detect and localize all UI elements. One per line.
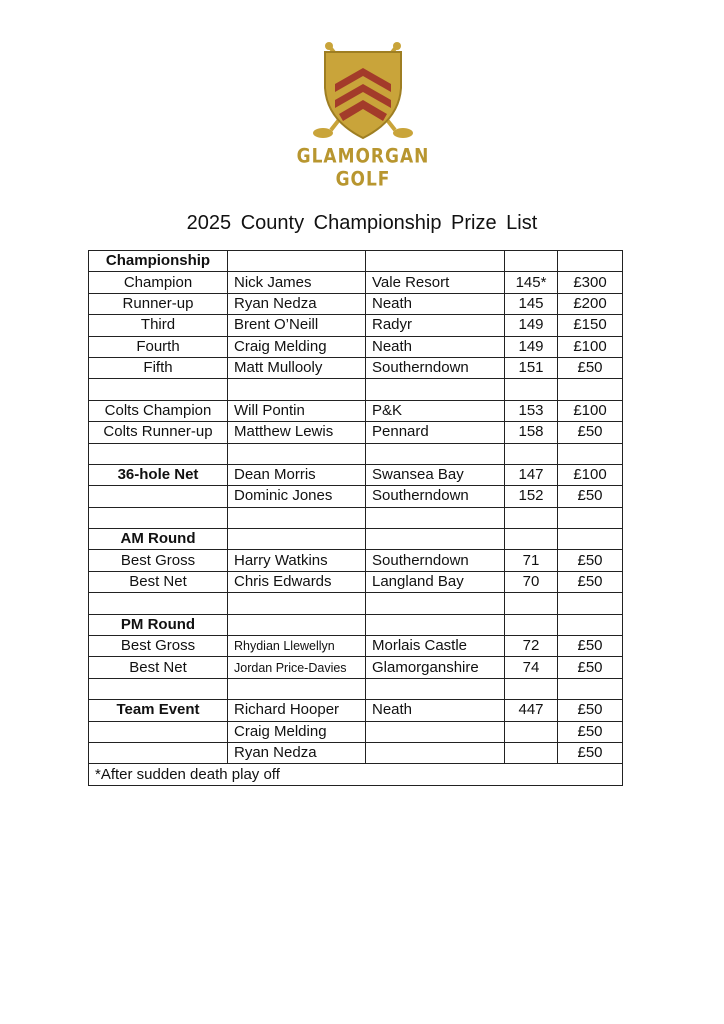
table-row: [89, 293, 623, 314]
cell-player: [228, 443, 366, 464]
cell-club: Vale Resort: [366, 272, 505, 293]
cell-score: [505, 721, 558, 742]
cell-category: [89, 742, 228, 763]
table-row: [89, 571, 623, 592]
table-row: [89, 379, 623, 400]
table-row: [89, 443, 623, 464]
table-row: [89, 336, 623, 357]
cell-category: [89, 443, 228, 464]
cell-score: [505, 678, 558, 699]
cell-category: [89, 678, 228, 699]
cell-player: [228, 614, 366, 635]
cell-player: Chris Edwards: [228, 571, 366, 592]
cell-club: [366, 251, 505, 272]
cell-score: 152: [505, 486, 558, 507]
cell-score: [505, 251, 558, 272]
table-row: [89, 272, 623, 293]
cell-prize: £200: [558, 293, 623, 314]
cell-club: [366, 507, 505, 528]
cell-club: [366, 379, 505, 400]
cell-club: Langland Bay: [366, 571, 505, 592]
table-row: [89, 636, 623, 657]
prize-table: [88, 250, 623, 786]
cell-category: [89, 593, 228, 614]
table-row: [89, 614, 623, 635]
table-row: [89, 657, 623, 678]
cell-prize: £50: [558, 700, 623, 721]
table-row: [89, 678, 623, 699]
cell-category: Champion: [89, 272, 228, 293]
cell-score: 72: [505, 636, 558, 657]
cell-player: [228, 251, 366, 272]
cell-club: Neath: [366, 336, 505, 357]
cell-prize: [558, 529, 623, 550]
cell-club: Swansea Bay: [366, 464, 505, 485]
cell-player: [228, 593, 366, 614]
table-row: [89, 464, 623, 485]
cell-score: [505, 443, 558, 464]
logo-wordmark: GLAMORGAN GOLF: [296, 145, 430, 191]
cell-prize: [558, 614, 623, 635]
cell-player: Rhydian Llewellyn: [228, 636, 366, 657]
cell-category: Runner-up: [89, 293, 228, 314]
cell-score: 158: [505, 422, 558, 443]
cell-prize: [558, 507, 623, 528]
table-row: [89, 550, 623, 571]
cell-prize: £300: [558, 272, 623, 293]
cell-prize: £50: [558, 721, 623, 742]
cell-prize: £50: [558, 742, 623, 763]
cell-club: [366, 529, 505, 550]
cell-club: [366, 742, 505, 763]
cell-prize: £100: [558, 400, 623, 421]
table-row: [89, 357, 623, 378]
cell-category: [89, 507, 228, 528]
cell-club: [366, 721, 505, 742]
table-row: [89, 486, 623, 507]
table-row: [89, 422, 623, 443]
cell-prize: £150: [558, 315, 623, 336]
cell-category: Third: [89, 315, 228, 336]
cell-score: 149: [505, 315, 558, 336]
cell-category: [89, 379, 228, 400]
cell-club: Southerndown: [366, 550, 505, 571]
cell-club: Neath: [366, 700, 505, 721]
cell-prize: £100: [558, 336, 623, 357]
cell-category: Colts Champion: [89, 400, 228, 421]
cell-score: [505, 593, 558, 614]
cell-category: Best Gross: [89, 550, 228, 571]
cell-category: Championship: [89, 251, 228, 272]
cell-category: Best Net: [89, 571, 228, 592]
cell-category: Best Gross: [89, 636, 228, 657]
cell-player: Will Pontin: [228, 400, 366, 421]
table-row: [89, 251, 623, 272]
cell-player: Dean Morris: [228, 464, 366, 485]
cell-player: [228, 678, 366, 699]
cell-club: Radyr: [366, 315, 505, 336]
cell-prize: £50: [558, 486, 623, 507]
cell-prize: [558, 678, 623, 699]
cell-player: Nick James: [228, 272, 366, 293]
shield-crest-icon: [311, 38, 415, 146]
cell-player: Ryan Nedza: [228, 742, 366, 763]
cell-club: [366, 614, 505, 635]
cell-club: Pennard: [366, 422, 505, 443]
cell-club: P&K: [366, 400, 505, 421]
table-row: [89, 315, 623, 336]
table-row: [89, 742, 623, 763]
cell-score: [505, 529, 558, 550]
table-row: [89, 400, 623, 421]
table-row: [89, 700, 623, 721]
cell-player: [228, 507, 366, 528]
cell-player: Richard Hooper: [228, 700, 366, 721]
cell-score: 145: [505, 293, 558, 314]
table-row: [89, 507, 623, 528]
cell-club: Southerndown: [366, 357, 505, 378]
cell-category: 36-hole Net: [89, 464, 228, 485]
cell-player: Craig Melding: [228, 336, 366, 357]
cell-prize: [558, 443, 623, 464]
cell-category: Colts Runner-up: [89, 422, 228, 443]
cell-prize: £100: [558, 464, 623, 485]
cell-score: 145*: [505, 272, 558, 293]
cell-player: Brent O’Neill: [228, 315, 366, 336]
glamorgan-golf-logo: [283, 38, 443, 191]
cell-club: Morlais Castle: [366, 636, 505, 657]
cell-score: [505, 507, 558, 528]
table-row: [89, 721, 623, 742]
table-row: [89, 593, 623, 614]
cell-club: [366, 443, 505, 464]
cell-category: [89, 721, 228, 742]
cell-prize: [558, 251, 623, 272]
cell-score: [505, 379, 558, 400]
page-title: 2025 County Championship Prize List: [186, 212, 538, 234]
cell-prize: [558, 593, 623, 614]
cell-player: Dominic Jones: [228, 486, 366, 507]
cell-club: [366, 593, 505, 614]
cell-category: Fourth: [89, 336, 228, 357]
cell-score: 447: [505, 700, 558, 721]
cell-score: 70: [505, 571, 558, 592]
cell-club: Glamorganshire: [366, 657, 505, 678]
cell-prize: £50: [558, 357, 623, 378]
footnote: *After sudden death play off: [89, 764, 623, 785]
cell-player: Matt Mullooly: [228, 357, 366, 378]
cell-club: [366, 678, 505, 699]
cell-prize: £50: [558, 636, 623, 657]
cell-player: Craig Melding: [228, 721, 366, 742]
cell-score: 71: [505, 550, 558, 571]
cell-player: Jordan Price-Davies: [228, 657, 366, 678]
cell-prize: £50: [558, 422, 623, 443]
cell-player: [228, 529, 366, 550]
table-row: [89, 529, 623, 550]
cell-score: 74: [505, 657, 558, 678]
cell-player: [228, 379, 366, 400]
cell-category: Best Net: [89, 657, 228, 678]
cell-category: AM Round: [89, 529, 228, 550]
cell-club: Southerndown: [366, 486, 505, 507]
cell-category: Team Event: [89, 700, 228, 721]
cell-player: Harry Watkins: [228, 550, 366, 571]
cell-score: 147: [505, 464, 558, 485]
cell-prize: £50: [558, 550, 623, 571]
cell-prize: £50: [558, 657, 623, 678]
cell-club: Neath: [366, 293, 505, 314]
cell-prize: £50: [558, 571, 623, 592]
cell-category: PM Round: [89, 614, 228, 635]
footnote-row: [89, 764, 623, 785]
cell-score: 153: [505, 400, 558, 421]
cell-player: Ryan Nedza: [228, 293, 366, 314]
cell-score: [505, 614, 558, 635]
cell-score: 149: [505, 336, 558, 357]
cell-category: [89, 486, 228, 507]
cell-score: [505, 742, 558, 763]
cell-prize: [558, 379, 623, 400]
cell-category: Fifth: [89, 357, 228, 378]
cell-player: Matthew Lewis: [228, 422, 366, 443]
cell-score: 151: [505, 357, 558, 378]
